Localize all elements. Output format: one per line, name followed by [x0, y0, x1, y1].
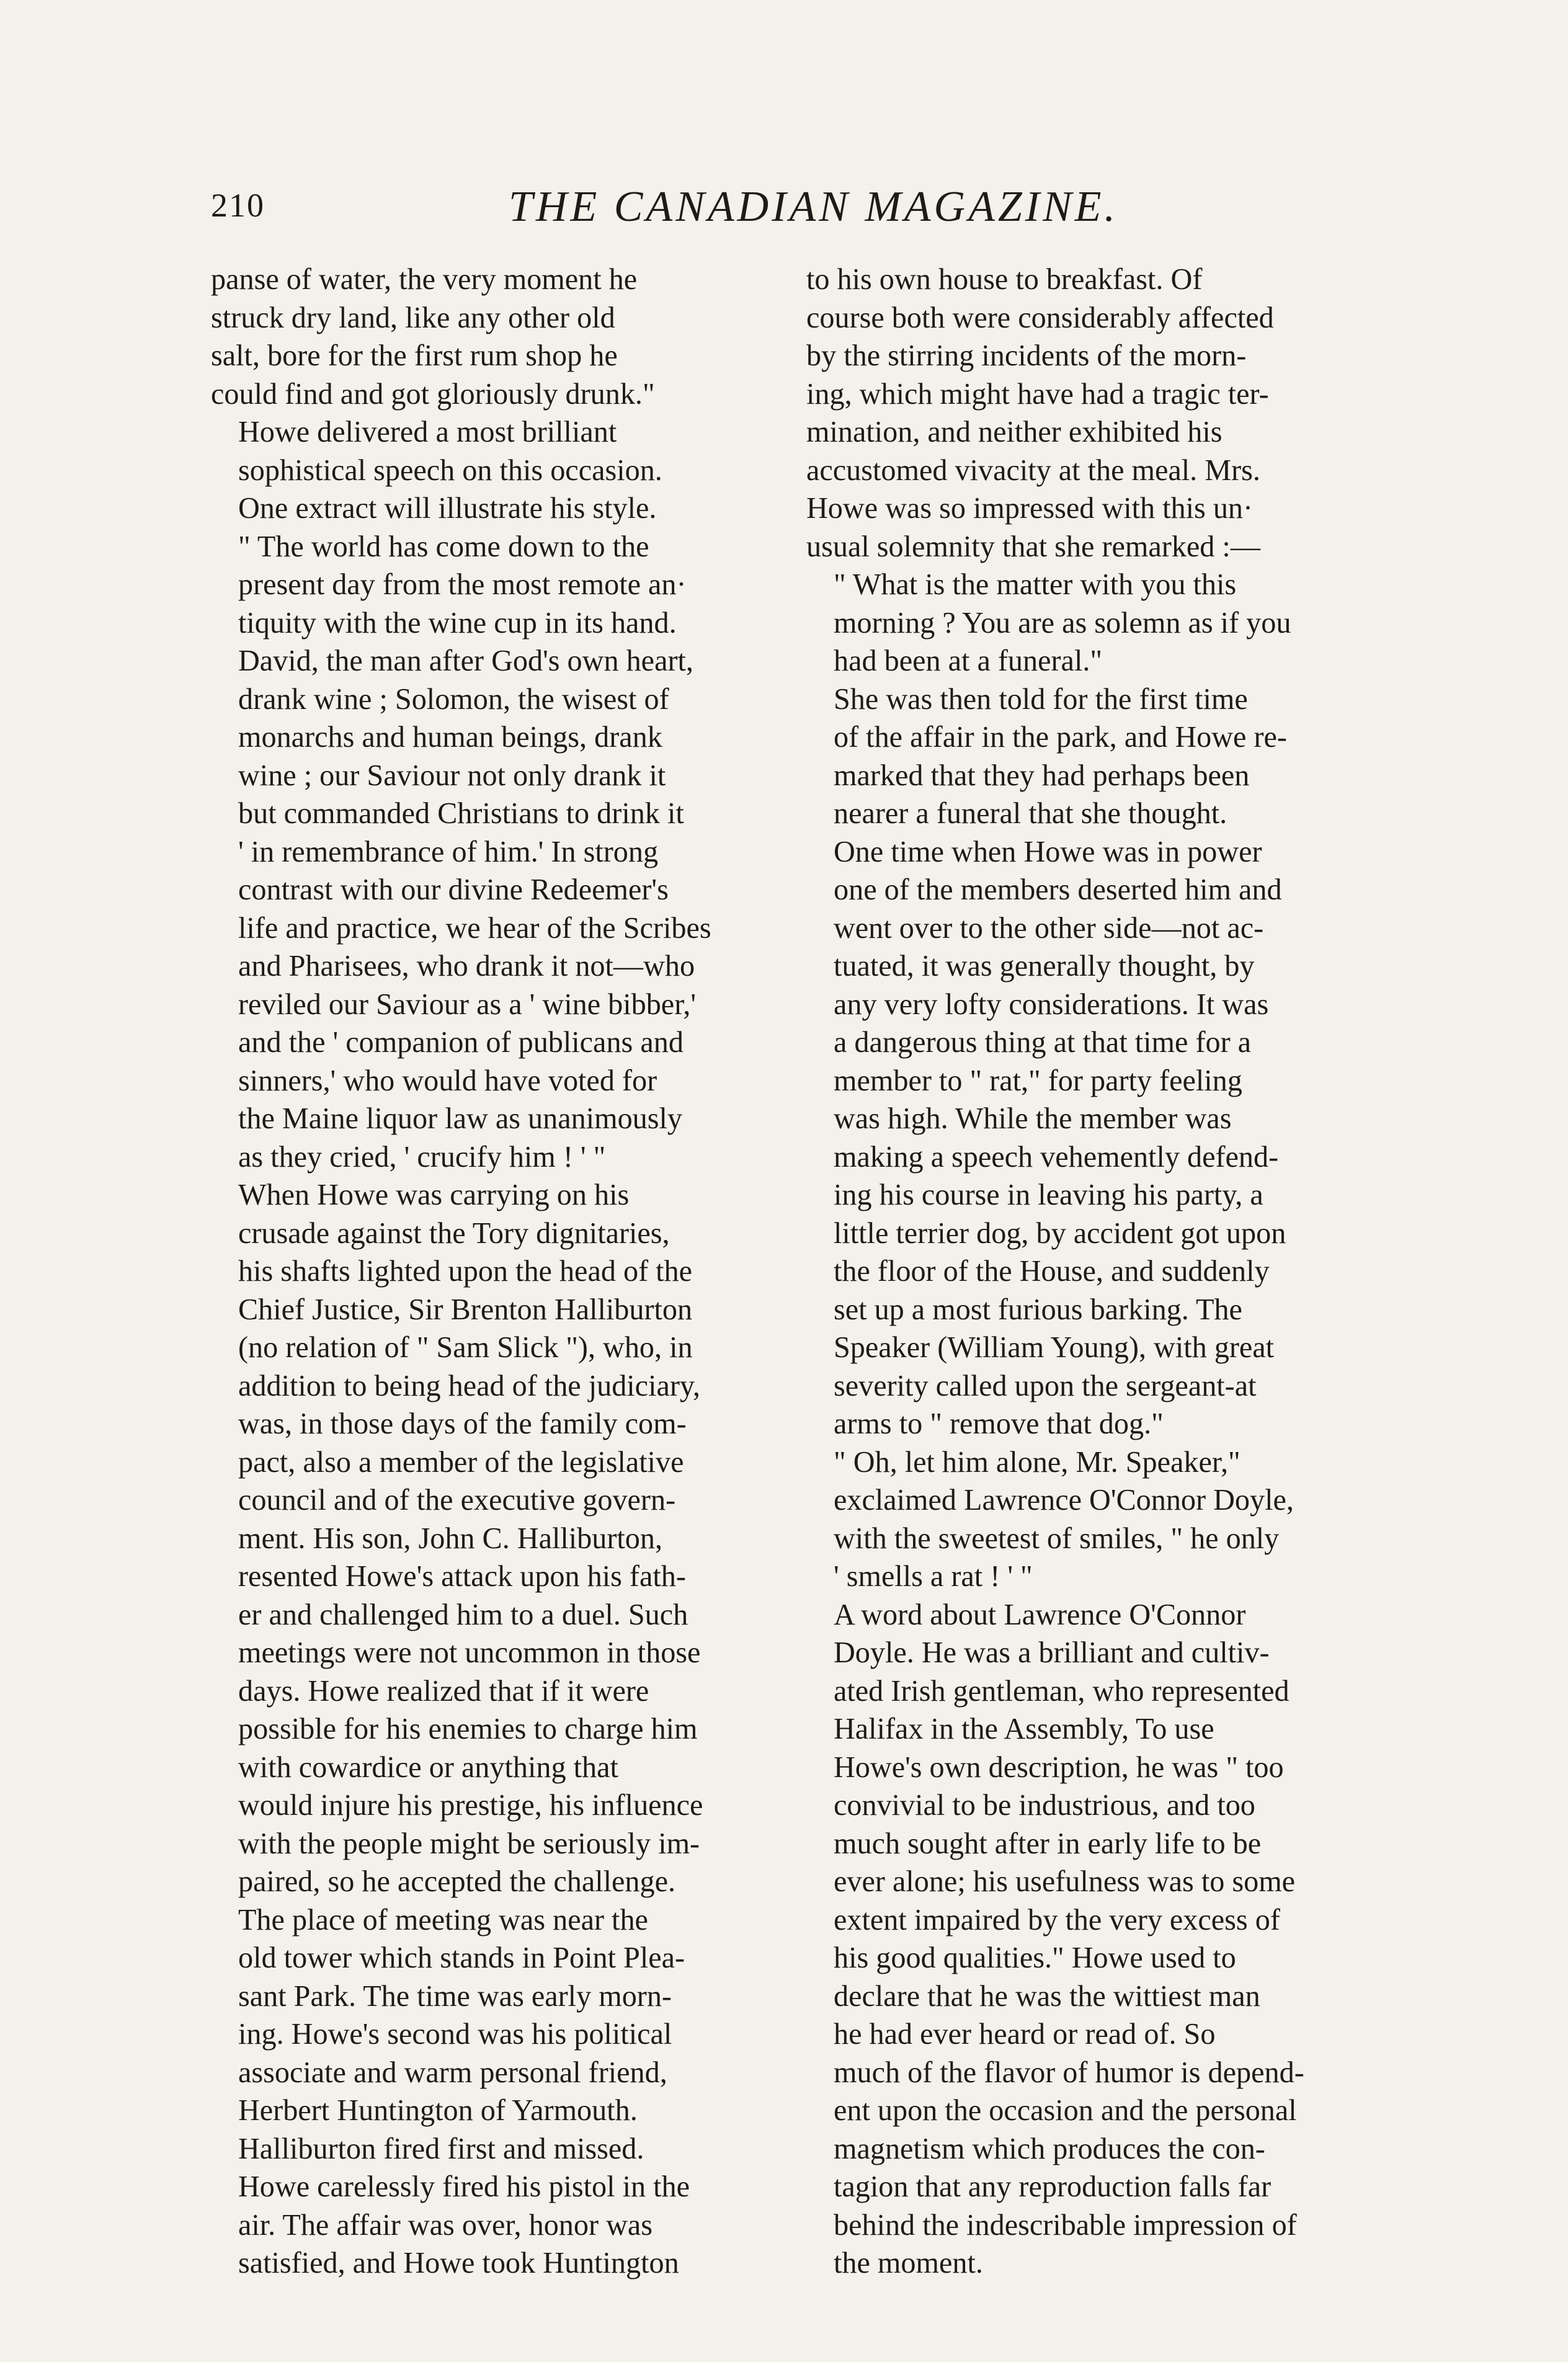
text-line: reviled our Saviour as a ' wine bibber,' [238, 987, 697, 1021]
paragraph [806, 1443, 1377, 1596]
text-line: paired, so he accepted the challenge. [238, 1865, 676, 1898]
text-line: er and challenged him to a duel. Such [238, 1598, 688, 1631]
text-line: satisfied, and Howe took Huntington [238, 2247, 679, 2280]
text-line: days. Howe realized that if it were [238, 1674, 649, 1708]
paragraph [806, 1596, 1377, 2283]
text-line: One extract will illustrate his style. [238, 492, 657, 525]
text-line: making a speech vehemently defend- [834, 1140, 1279, 1174]
text-line: ing his course in leaving his party, a [834, 1179, 1263, 1211]
text-line: addition to being head of the judiciary, [238, 1369, 700, 1402]
text-line: (no relation of " Sam Slick "), who, in [238, 1331, 693, 1364]
running-title: THE CANADIAN MAGAZINE. [509, 183, 1119, 231]
text-line: contrast with our divine Redeemer's [238, 873, 669, 906]
text-line: When Howe was carrying on his [238, 1179, 630, 1211]
text-line: ment. His son, John C. Halliburton, [238, 1522, 662, 1555]
text-line: tiquity with the wine cup in its hand. [238, 606, 677, 640]
text-line: sinners,' who would have voted for [238, 1064, 657, 1097]
text-line: morning ? You are as solemn as if you [834, 606, 1291, 640]
text-line: Howe's own description, he was " too [834, 1750, 1284, 1784]
text-line: Howe carelessly fired his pistol in the [238, 2170, 690, 2203]
text-line: Doyle. He was a brilliant and cultiv- [834, 1636, 1270, 1669]
text-line: pact, also a member of the legislative [238, 1445, 684, 1479]
paragraph [211, 2130, 782, 2283]
text-line: Howe was so impressed with this un· [806, 492, 1254, 525]
text-line: of the affair in the park, and Howe re- [834, 721, 1287, 754]
paragraph [211, 1176, 782, 1901]
text-line: with the people might be seriously im- [238, 1827, 700, 1860]
text-line: magnetism which produces the con- [834, 2132, 1265, 2165]
paragraph [806, 833, 1377, 1443]
paragraph [806, 680, 1377, 833]
text-line: with the sweetest of smiles, " he only [834, 1522, 1280, 1555]
text-line: set up a most furious barking. The [834, 1293, 1242, 1326]
text-line: course both were considerably affected [806, 301, 1274, 334]
page-header [211, 183, 1365, 242]
text-line: meetings were not uncommon in those [238, 1636, 701, 1669]
paragraph [211, 1901, 782, 2130]
text-line: he had ever heard or read of. So [834, 2018, 1216, 2051]
text-line: present day from the most remote an· [238, 568, 687, 601]
text-line: associate and warm personal friend, [238, 2056, 667, 2089]
text-line: could find and got gloriously drunk." [211, 377, 655, 411]
text-line: Halifax in the Assembly, To use [834, 1713, 1214, 1745]
text-line: tuated, it was generally thought, by [834, 950, 1255, 983]
text-line: to his own house to breakfast. Of [806, 263, 1203, 296]
text-line: declare that he was the wittiest man [834, 1979, 1260, 2013]
text-line: ent upon the occasion and the personal [834, 2094, 1297, 2127]
text-line: mination, and neither exhibited his [806, 416, 1223, 448]
text-line: his good qualities." Howe used to [834, 1941, 1236, 1974]
paragraph [211, 528, 782, 1177]
text-line: panse of water, the very moment he [211, 263, 638, 296]
text-line: severity called upon the sergeant-at [834, 1369, 1257, 1402]
text-line: wine ; our Saviour not only drank it [238, 759, 666, 792]
text-line: a dangerous thing at that time for a [834, 1026, 1252, 1059]
text-line: sophistical speech on this occasion. [238, 453, 662, 487]
text-line: One time when Howe was in power [834, 835, 1262, 868]
text-line: Howe delivered a most brilliant [238, 416, 617, 448]
text-line: accustomed vivacity at the meal. Mrs. [806, 453, 1260, 487]
text-line: ' in remembrance of him.' In strong [238, 835, 659, 868]
text-line: exclaimed Lawrence O'Connor Doyle, [834, 1484, 1294, 1517]
text-line: and the ' companion of publicans and [238, 1026, 684, 1059]
text-line: had been at a funeral." [834, 644, 1103, 677]
text-line: the Maine liquor law as unanimously [238, 1102, 682, 1135]
paragraph [211, 413, 782, 528]
text-line: resented Howe's attack upon his fath- [238, 1560, 686, 1593]
text-line: " The world has come down to the [238, 530, 649, 563]
text-line: arms to " remove that dog." [834, 1407, 1164, 1440]
text-line: crusade against the Tory dignitaries, [238, 1216, 670, 1250]
text-line: nearer a funeral that she thought. [834, 797, 1227, 830]
text-line: ing, which might have had a tragic ter- [806, 377, 1269, 411]
text-line: air. The affair was over, honor was [238, 2208, 653, 2242]
page-number: 210 [211, 187, 265, 224]
text-line: went over to the other side—not ac- [834, 911, 1264, 945]
text-line: ing. Howe's second was his political [238, 2018, 672, 2051]
text-line: much of the flavor of humor is depend- [834, 2056, 1304, 2089]
text-line: by the stirring incidents of the morn- [806, 339, 1247, 372]
text-line: Speaker (William Young), with great [834, 1331, 1275, 1364]
text-line: and Pharisees, who drank it not—who [238, 950, 695, 983]
text-line: ated Irish gentleman, who represented [834, 1674, 1290, 1708]
text-line: his shafts lighted upon the head of the [238, 1255, 693, 1288]
text-line: drank wine ; Solomon, the wisest of [238, 682, 669, 716]
text-line: as they cried, ' crucify him ! ' " [238, 1140, 606, 1174]
text-line: ever alone; his usefulness was to some [834, 1865, 1296, 1898]
text-line: " Oh, let him alone, Mr. Speaker," [834, 1445, 1241, 1479]
text-line: The place of meeting was near the [238, 1903, 648, 1936]
text-line: " What is the matter with you this [834, 568, 1237, 601]
text-line: the moment. [834, 2247, 983, 2280]
text-line: one of the members deserted him and [834, 873, 1282, 906]
right-text-column [806, 261, 1377, 2283]
text-line: little terrier dog, by accident got upon [834, 1216, 1286, 1250]
text-line: She was then told for the first time [834, 682, 1248, 716]
text-line: the floor of the House, and suddenly [834, 1255, 1270, 1288]
text-line: behind the indescribable impression of [834, 2208, 1297, 2242]
text-line: ' smells a rat ! ' " [834, 1560, 1033, 1593]
text-line: life and practice, we hear of the Scribes [238, 911, 711, 945]
text-line: with cowardice or anything that [238, 1750, 618, 1784]
left-text-column [211, 261, 782, 2283]
text-line: member to " rat," for party feeling [834, 1064, 1242, 1097]
text-line: possible for his enemies to charge him [238, 1713, 698, 1745]
text-line: salt, bore for the first rum shop he [211, 339, 618, 372]
text-line: old tower which stands in Point Plea- [238, 1941, 685, 1974]
text-line: David, the man after God's own heart, [238, 644, 693, 677]
text-line: extent impaired by the very excess of [834, 1903, 1280, 1936]
text-line: much sought after in early life to be [834, 1827, 1262, 1860]
text-line: was high. While the member was [834, 1102, 1232, 1135]
paragraph [806, 261, 1377, 566]
text-line: monarchs and human beings, drank [238, 721, 662, 754]
text-line: sant Park. The time was early morn- [238, 1979, 672, 2013]
text-line: tagion that any reproduction falls far [834, 2170, 1272, 2203]
text-line: convivial to be industrious, and too [834, 1789, 1255, 1822]
paragraph [211, 261, 782, 413]
text-line: usual solemnity that she remarked :— [806, 530, 1261, 563]
text-line: any very lofty considerations. It was [834, 987, 1269, 1021]
text-line: was, in those days of the family com- [238, 1407, 687, 1440]
text-line: but commanded Christians to drink it [238, 797, 684, 830]
text-line: Halliburton fired first and missed. [238, 2132, 644, 2165]
text-line: council and of the executive govern- [238, 1484, 676, 1517]
text-line: would injure his prestige, his influence [238, 1789, 703, 1822]
paragraph [806, 566, 1377, 680]
text-line: A word about Lawrence O'Connor [834, 1598, 1246, 1631]
text-line: marked that they had perhaps been [834, 759, 1250, 792]
text-line: Herbert Huntington of Yarmouth. [238, 2094, 638, 2127]
text-line: Chief Justice, Sir Brenton Halliburton [238, 1293, 693, 1326]
text-line: struck dry land, like any other old [211, 301, 615, 334]
